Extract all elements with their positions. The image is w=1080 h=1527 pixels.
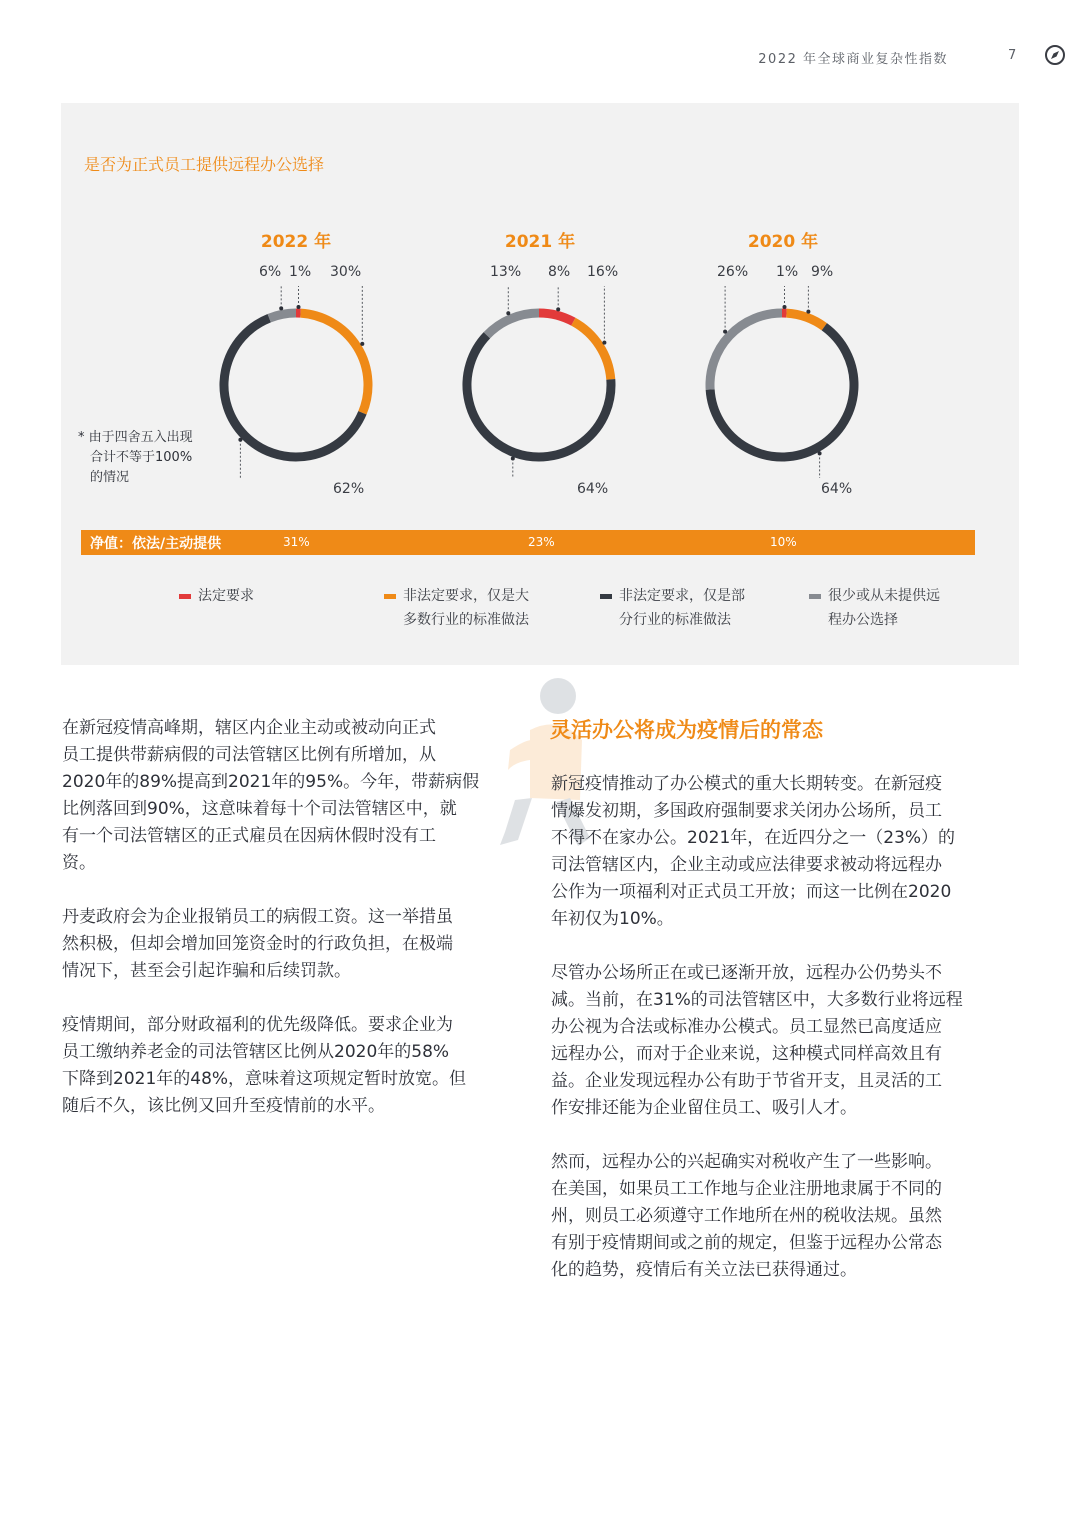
text-line: 减。当前，在31%的司法管辖区中，大多数行业将远程 (551, 990, 963, 1010)
text-line: 办公视为合法或标准办公模式。员工显然已高度适应 (551, 1017, 942, 1037)
text-line: 随后不久，该比例又回升至疫情前的水平。 (62, 1096, 385, 1116)
pct-label-2021-legal: 8% (548, 264, 571, 280)
leader-dot-2021-some (511, 457, 515, 461)
rounding-note-line: 的情况 (90, 470, 130, 485)
text-line: 有一个司法管辖区的正式雇员在因病休假时没有工 (62, 826, 436, 846)
net-value-2020: 10% (770, 535, 797, 549)
legend-swatch-some (600, 594, 612, 599)
leader-dot-2022-rarely (279, 306, 283, 310)
text-line: 益。企业发现远程办公有助于节省开支，且灵活的工 (551, 1071, 942, 1091)
paragraph (62, 715, 502, 877)
leader-dot-2020-some (818, 451, 822, 455)
pct-label-2020-most: 9% (811, 264, 834, 280)
text-line: 州，则员工必须遵守工作地所在州的税收法规。虽然 (551, 1206, 942, 1226)
leader-dot-2022-some (238, 438, 242, 442)
pct-label-2021-most: 16% (587, 264, 619, 280)
leader-dot-2021-legal (556, 307, 560, 311)
text-line: 化的趋势，疫情后有关立法已获得通过。 (551, 1260, 857, 1280)
pct-label-2020-rarely: 26% (717, 264, 749, 280)
text-line: 然积极，但却会增加回笼资金时的行政负担，在极端 (62, 934, 453, 954)
text-line: 在美国，如果员工工作地与企业注册地隶属于不同的 (551, 1179, 942, 1199)
pct-label-2021-rarely: 13% (490, 264, 522, 280)
text-line: 在新冠疫情高峰期，辖区内企业主动或被动向正式 (62, 718, 436, 738)
donut-segment-2021-rarely (487, 313, 539, 335)
donut-segment-2021-legal (539, 313, 573, 322)
donut-segment-2020-most (787, 313, 825, 327)
text-line: 作安排还能为企业留住员工、吸引人才。 (551, 1098, 857, 1118)
donut-segment-2022-most (301, 313, 368, 413)
legend-item-some (619, 584, 745, 632)
text-line: 尽管办公场所正在或已逐渐开放，远程办公仍势头不 (551, 963, 942, 983)
net-value-label: 净值：依法/主动提供 (90, 536, 222, 552)
report-title: 2022 年全球商业复杂性指数 (758, 52, 948, 67)
leader-dot-2020-legal (783, 305, 787, 309)
pct-label-2022-rarely: 6% (259, 264, 282, 280)
legend-text: 多数行业的标准做法 (403, 612, 529, 628)
text-line: 然而，远程办公的兴起确实对税收产生了一些影响。 (551, 1152, 942, 1172)
text-line: 公作为一项福利对正式员工开放；而这一比例在2020 (551, 882, 952, 902)
year-label-2021: 2021 年 (504, 232, 576, 252)
chart-title: 是否为正式员工提供远程办公选择 (84, 155, 325, 174)
text-line: 新冠疫情推动了办公模式的重大长期转变。在新冠疫 (551, 774, 942, 794)
donut-segment-2022-some (224, 318, 362, 457)
year-label-2020: 2020 年 (747, 232, 819, 252)
leader-dot-2020-most (806, 310, 810, 314)
page-number: 7 (1008, 48, 1017, 63)
right-column (551, 771, 991, 1284)
text-line: 远程办公，而对于企业来说，这种模式同样高效且有 (551, 1044, 942, 1064)
text-line: 员工缴纳养老金的司法管辖区比例从2020年的58% (62, 1042, 450, 1062)
net-value-2021: 23% (528, 535, 555, 549)
legend-swatch-legal (179, 594, 191, 599)
pct-label-2022-legal: 1% (289, 264, 312, 280)
paragraph (62, 1012, 502, 1120)
pct-label-2020-legal: 1% (776, 264, 799, 280)
rounding-note (78, 428, 193, 488)
text-line: 比例落回到90%，这意味着每十个司法管辖区中，就 (62, 799, 457, 819)
donut-segment-2020-rarely (710, 313, 782, 390)
leader-dot-2020-rarely (723, 330, 727, 334)
paragraph (62, 904, 502, 985)
legend-text: 法定要求 (198, 588, 254, 604)
pct-label-2022-most: 30% (330, 264, 362, 280)
text-line: 不得不在家办公。2021年，在近四分之一（23%）的 (551, 828, 956, 848)
leader-dot-2022-most (360, 342, 364, 346)
net-value-2022: 31% (283, 535, 310, 549)
paragraph (551, 771, 991, 933)
text-line: 丹麦政府会为企业报销员工的病假工资。这一举措虽 (62, 907, 453, 927)
text-line: 情爆发初期，多国政府强制要求关闭办公场所，员工 (551, 801, 942, 821)
year-label-2022: 2022 年 (260, 232, 332, 252)
paragraph (551, 1149, 991, 1284)
legend-swatch-rarely (809, 594, 821, 599)
text-line: 下降到2021年的48%，意味着这项规定暂时放宽。但 (62, 1069, 467, 1089)
pct-label-2022-some: 62% (333, 481, 365, 497)
donut-segment-2021-some (467, 335, 611, 457)
text-line: 疫情期间，部分财政福利的优先级降低。要求企业为 (62, 1015, 453, 1035)
legend-item-legal (198, 584, 254, 608)
left-column (62, 715, 502, 1120)
rounding-note-line: 合计不等于100% (90, 450, 193, 465)
text-line: 2020年的89%提高到2021年的95%。今年，带薪病假 (62, 772, 480, 792)
legend-item-most (403, 584, 529, 632)
text-line: 员工提供带薪病假的司法管辖区比例有所增加，从 (62, 745, 436, 765)
text-line: 年初仅为10%。 (551, 909, 674, 929)
leader-dot-2022-legal (297, 305, 301, 309)
legend-swatch-most (384, 594, 396, 599)
section-heading: 灵活办公将成为疫情后的常态 (550, 718, 823, 742)
text-line: 情况下，甚至会引起诈骗和后续罚款。 (62, 961, 351, 981)
donut-segment-2022-rarely (269, 313, 296, 318)
text-line: 资。 (62, 853, 96, 873)
leader-dot-2021-rarely (506, 311, 510, 315)
legend-text: 分行业的标准做法 (619, 612, 731, 628)
pct-label-2021-some: 64% (577, 481, 609, 497)
donut-segment-2021-most (573, 322, 610, 380)
legend-text: 非法定要求，仅是大 (403, 588, 529, 604)
donut-segment-2020-some (710, 327, 854, 457)
legend-text: 很少或从未提供远 (828, 588, 940, 604)
legend-text: 非法定要求，仅是部 (619, 588, 745, 604)
text-line: 司法管辖区内，企业主动或应法律要求被动将远程办 (551, 855, 942, 875)
legend-text: 程办公选择 (828, 612, 898, 628)
paragraph (551, 960, 991, 1122)
text-line: 有别于疫情期间或之前的规定，但鉴于远程办公常态 (551, 1233, 942, 1253)
rounding-note-line: * 由于四舍五入出现 (78, 430, 193, 445)
pct-label-2020-some: 64% (821, 481, 853, 497)
legend-item-rarely (828, 584, 940, 632)
leader-dot-2021-most (602, 341, 606, 345)
